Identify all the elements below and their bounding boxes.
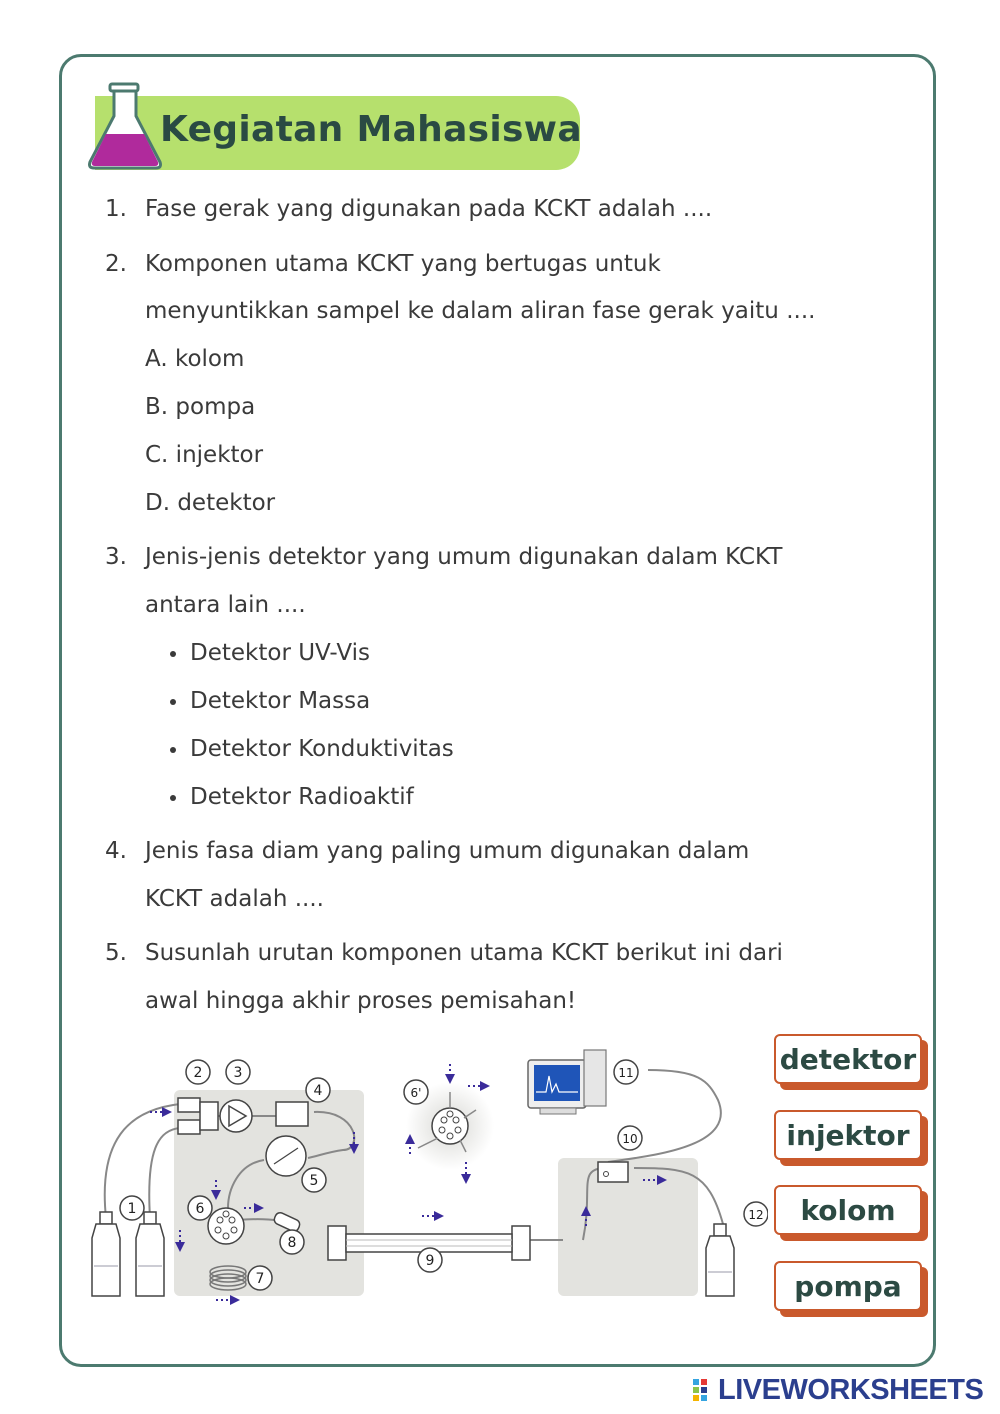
question-2-number: 2. — [105, 251, 127, 277]
diagram-label-12 — [614, 1060, 638, 1084]
answer-chip-detektor[interactable]: detektor — [774, 1034, 922, 1084]
liveworksheets-logo-icon — [693, 1377, 715, 1403]
bullet-dot — [170, 699, 176, 705]
svg-text:8: 8 — [287, 1235, 297, 1251]
diagram-label-3 — [226, 1060, 250, 1084]
bullet-dot — [170, 651, 176, 657]
diagram-label-8 — [248, 1266, 272, 1290]
question-3-number: 3. — [105, 544, 127, 570]
svg-text:2: 2 — [193, 1065, 203, 1081]
footer-brand[interactable] — [693, 1372, 983, 1408]
diagram-label-10 — [418, 1248, 442, 1272]
diagram-label-2 — [186, 1060, 210, 1084]
svg-text:9: 9 — [425, 1253, 435, 1269]
question-1-text: Fase gerak yang digunakan pada KCKT adalah .... — [145, 196, 713, 222]
page-title: Kegiatan Mahasiswa — [160, 109, 582, 150]
question-5-line-1: Susunlah urutan komponen utama KCKT berikut ini dari — [145, 940, 783, 966]
question-3-bullet-3: Detektor Konduktivitas — [190, 736, 454, 762]
diagram-label-6 — [188, 1196, 212, 1220]
svg-text:4: 4 — [313, 1083, 323, 1099]
svg-text:7: 7 — [255, 1271, 265, 1287]
question-5-number: 5. — [105, 940, 127, 966]
svg-text:11: 11 — [618, 1066, 634, 1080]
diagram-label-1 — [120, 1196, 144, 1220]
question-3-bullet-4: Detektor Radioaktif — [190, 784, 414, 810]
question-3-line-2: antara lain .... — [145, 592, 306, 618]
question-2-line-1: Komponen utama KCKT yang bertugas untuk — [145, 251, 661, 277]
bullet-dot — [170, 795, 176, 801]
diagram-label-9 — [280, 1230, 304, 1254]
flask-icon — [84, 82, 166, 172]
diagram-label-7 — [404, 1080, 428, 1104]
question-3-bullet-1: Detektor UV-Vis — [190, 640, 370, 666]
question-2-line-2: menyuntikkan sampel ke dalam aliran fase gerak yaitu .... — [145, 298, 816, 324]
hplc-diagram — [88, 1040, 768, 1320]
question-2-option-c[interactable]: C. injektor — [145, 442, 264, 468]
question-2-option-d[interactable]: D. detektor — [145, 490, 276, 516]
svg-text:6': 6' — [410, 1086, 422, 1100]
question-1-number: 1. — [105, 196, 127, 222]
diagram-label-11 — [618, 1126, 642, 1150]
svg-text:12: 12 — [748, 1208, 764, 1222]
diagram-label-4 — [306, 1078, 330, 1102]
svg-text:5: 5 — [309, 1173, 319, 1189]
answer-chip-injektor[interactable]: injektor — [774, 1110, 922, 1160]
question-4-line-2: KCKT adalah .... — [145, 886, 324, 912]
question-2-option-b[interactable]: B. pompa — [145, 394, 256, 420]
question-5-line-2: awal hingga akhir proses pemisahan! — [145, 988, 577, 1014]
question-2-option-a[interactable]: A. kolom — [145, 346, 245, 372]
question-3-bullet-2: Detektor Massa — [190, 688, 371, 714]
question-4-line-1: Jenis fasa diam yang paling umum digunakan dalam — [145, 838, 750, 864]
diagram-label-13 — [744, 1202, 768, 1226]
svg-text:3: 3 — [233, 1065, 243, 1081]
question-4-number: 4. — [105, 838, 127, 864]
diagram-label-5 — [302, 1168, 326, 1192]
footer-brand-text: LIVEWORKSHEETS — [718, 1373, 984, 1406]
answer-chip-pompa[interactable]: pompa — [774, 1261, 922, 1311]
svg-text:6: 6 — [195, 1201, 205, 1217]
svg-text:1: 1 — [127, 1201, 137, 1217]
svg-text:10: 10 — [622, 1132, 638, 1146]
question-3-line-1: Jenis-jenis detektor yang umum digunakan dalam KCKT — [145, 544, 783, 570]
answer-chip-kolom[interactable]: kolom — [774, 1185, 922, 1235]
bullet-dot — [170, 747, 176, 753]
